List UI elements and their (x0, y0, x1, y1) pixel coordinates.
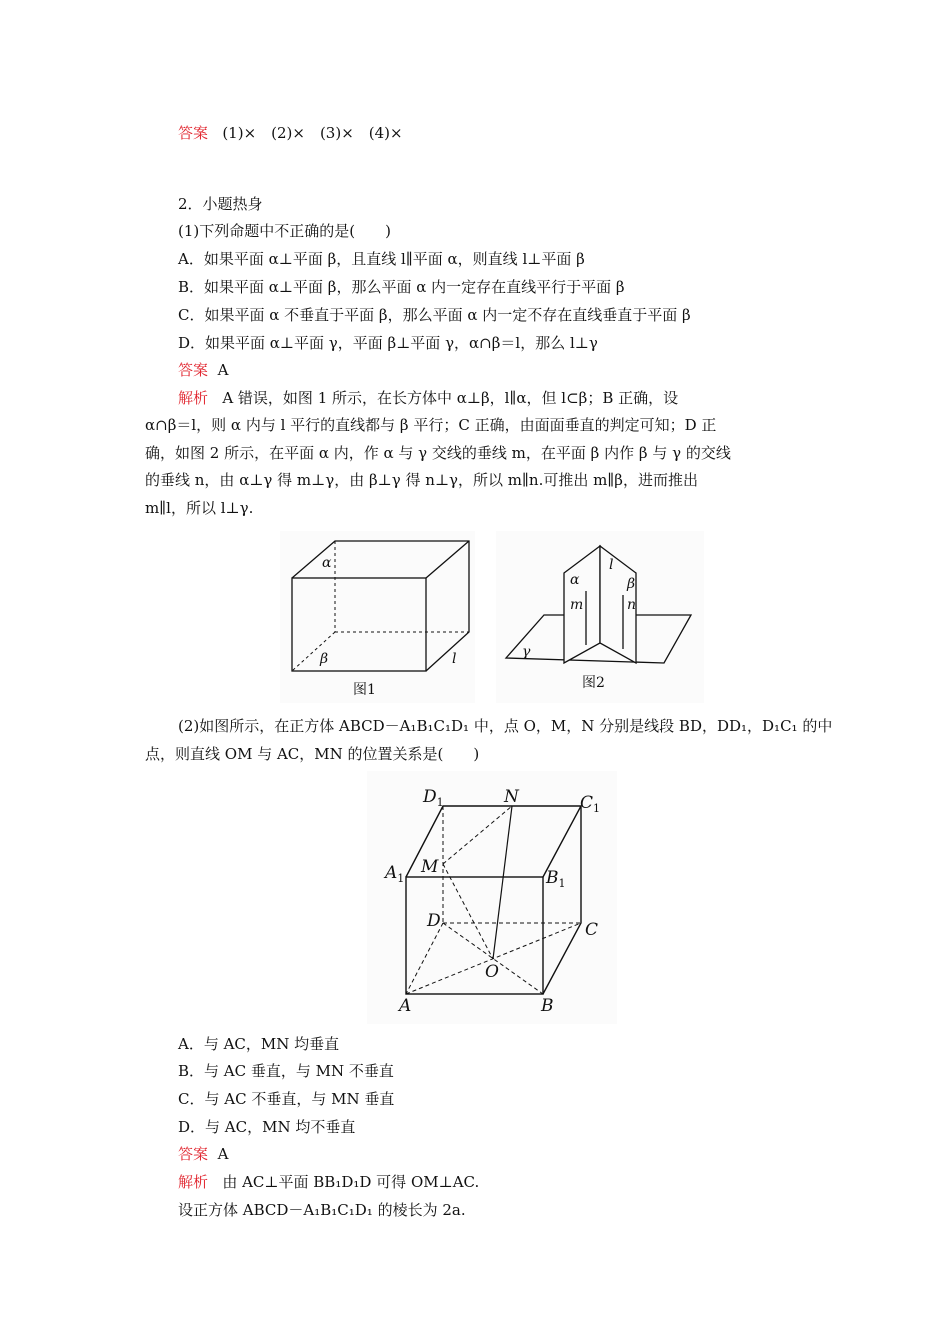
cube-label-A: A (399, 996, 412, 1016)
cube-label-D1: $D_1$ (423, 787, 444, 809)
q1-analysis-line-4: 的垂线 n，由 α⊥γ 得 m⊥γ，由 β⊥γ 得 n⊥γ，所以 m∥n.可推出 m∥β，进而推出 (145, 471, 698, 489)
q2-last-line: 设正方体 ABCD－A₁B₁C₁D₁ 的棱长为 2a. (178, 1201, 466, 1219)
analysis-text: A 错误，如图 1 所示，在长方体中 α⊥β，l∥α，但 l⊂β；B 正确，设 (222, 389, 679, 407)
q2-stem-line-1: (2)如图所示，在正方体 ABCD－A₁B₁C₁D₁ 中，点 O，M，N 分别是线段 BD，DD₁，D₁C₁ 的中 (178, 717, 833, 735)
analysis-text: 由 AC⊥平面 BB₁D₁D 可得 OM⊥AC. (222, 1173, 480, 1191)
q2-option-a: A．与 AC，MN 均垂直 (178, 1035, 340, 1053)
top-answer-line (178, 123, 403, 143)
answer-label: 答案 (178, 124, 209, 142)
answer-label: 答案 (178, 1145, 209, 1163)
q1-analysis-line-5: m∥l，所以 l⊥γ. (145, 499, 254, 517)
cube-label-B: B (541, 996, 554, 1016)
fig1-caption: 图1 (353, 682, 376, 698)
analysis-label: 解析 (178, 1173, 209, 1191)
cube-label-O: O (485, 962, 499, 982)
q2-option-d: D．与 AC，MN 均不垂直 (178, 1118, 356, 1136)
q1-analysis-line-2: α∩β＝l，则 α 内与 l 平行的直线都与 β 平行；C 正确，由面面垂直的判定可知；D 正 (145, 416, 717, 434)
q2-option-c: C．与 AC 不垂直，与 MN 垂直 (178, 1090, 395, 1108)
q2-analysis-line (178, 1172, 479, 1192)
section-title: 2．小题热身 (178, 195, 263, 213)
cube-label-A1: $A_1$ (385, 863, 405, 885)
figure-cube (367, 771, 617, 1024)
answer-text: (1)× (2)× (3)× (4)× (222, 124, 403, 142)
q1-stem: (1)下列命题中不正确的是( ) (178, 222, 391, 240)
q1-analysis-line-3: 确，如图 2 所示，在平面 α 内，作 α 与 γ 交线的垂线 m，在平面 β 内作 β 与 γ 的交线 (145, 444, 731, 462)
q2-option-b: B．与 AC 垂直，与 MN 不垂直 (178, 1062, 394, 1080)
answer-value: A (217, 361, 229, 379)
cube-label-D: D (427, 911, 441, 931)
figure-1-box (280, 531, 475, 703)
cube-label-M: M (421, 857, 439, 877)
fig2-label-n: n (627, 597, 637, 613)
fig2-label-m: m (570, 597, 584, 613)
q1-option-b: B．如果平面 α⊥平面 β，那么平面 α 内一定存在直线平行于平面 β (178, 278, 625, 296)
answer-value: A (217, 1145, 229, 1163)
q1-option-a: A．如果平面 α⊥平面 β，且直线 l∥平面 α，则直线 l⊥平面 β (178, 250, 585, 268)
analysis-label: 解析 (178, 389, 209, 407)
q1-analysis-line-1 (178, 388, 678, 408)
fig1-label-beta: β (320, 651, 329, 667)
fig1-label-alpha: α (322, 555, 332, 571)
fig1-label-l: l (452, 651, 457, 667)
figure-2-planes (496, 531, 704, 703)
fig2-label-alpha: α (570, 572, 580, 588)
cube-label-C1: $C_1$ (580, 793, 601, 815)
q1-option-c: C．如果平面 α 不垂直于平面 β，那么平面 α 内一定不存在直线垂直于平面 β (178, 306, 691, 324)
answer-label: 答案 (178, 361, 209, 379)
cube-label-N: N (504, 787, 519, 807)
fig2-label-gamma: γ (522, 644, 531, 660)
cube-label-C: C (585, 920, 599, 940)
cube-label-B1: $B_1$ (546, 868, 566, 890)
q2-stem-line-2: 点，则直线 OM 与 AC，MN 的位置关系是( ) (145, 745, 480, 763)
fig2-label-l: l (609, 557, 614, 573)
q1-answer-line (178, 360, 228, 380)
fig2-caption: 图2 (582, 675, 605, 691)
q2-answer-line (178, 1144, 228, 1164)
q1-option-d: D．如果平面 α⊥平面 γ，平面 β⊥平面 γ，α∩β＝l，那么 l⊥γ (178, 334, 598, 352)
fig2-label-beta: β (627, 576, 636, 592)
